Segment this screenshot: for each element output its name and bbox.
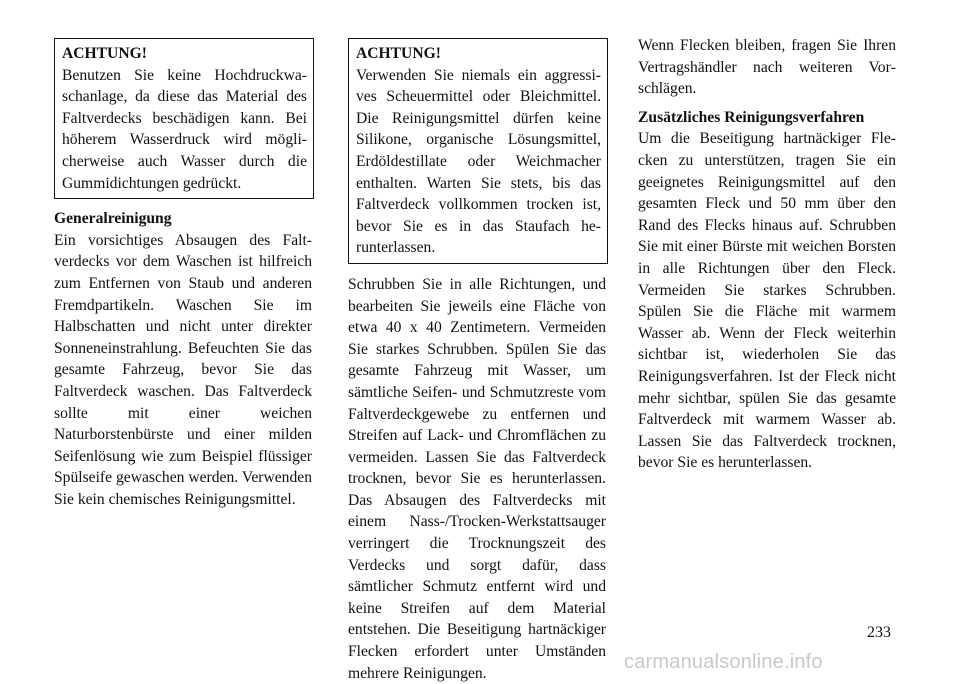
- warning-box-pressure-washer: [54, 38, 314, 199]
- paragraph-scrubbing: Schrubben Sie in alle Richtungen, und bearbeiten Sie jeweils eine Fläche von etwa 40 x 40 Zentimetern. Vermeiden Sie starkes Schrubben. Spülen Sie das gesamte Fahrzeug mit Wasser, um sämtliche Seifen- und Schmutzreste vom Faltverdeckgewebe zu entfernen und Streifen auf Lack- und Chromflächen zu vermeiden. Lassen Sie das Faltverdeck trocknen, bevor Sie es herunterlassen. Das Absaugen des Faltverdecks mit einem Nass-/Trocken-Werkstattsauger verringert die Trocknungszeit des Verdecks und sorgt dafür, dass sämtlicher Schmutz entfernt wird und keine Streifen auf dem Material entstehen. Die Beseitigung hartnäckiger Flecken erfordert unter Umständen mehrere Reinigungen.: [348, 275, 606, 682]
- page-number: 233: [867, 624, 891, 641]
- watermark: carmanualsonline.info: [624, 651, 823, 673]
- warning-title: ACHTUNG!: [62, 45, 147, 62]
- warning-text: Benutzen Sie keine Hochdruckwaschanlage, da diese das Material des Faltverdecks beschädigen kann. Bei höherem Wasserdruck wird möglicherweise auch Wasser durch die Gummidichtungen gedrückt.: [62, 66, 307, 192]
- section-heading-additional-cleaning: Zusätzliches Reinigungsverfahren: [638, 108, 865, 126]
- column-3: [638, 35, 896, 474]
- warning-title: ACHTUNG!: [356, 45, 441, 62]
- column-2: [348, 38, 606, 684]
- column-1: [54, 38, 312, 510]
- paragraph-continued: Wenn Flecken bleiben, fragen Sie Ihren Vertragshändler nach weiteren Vorschlägen.: [638, 37, 896, 98]
- paragraph-general-cleaning: Ein vorsichtiges Absaugen des Faltverdecks vor dem Waschen ist hilfreich zum Entfernen von Staub und anderen Fremdpartikeln. Waschen Sie im Halbschatten und nicht unter direkter Sonneneinstrahlung. Befeuchten Sie das gesamte Fahrzeug, bevor Sie das Faltverdeck waschen. Das Faltverdeck sollte mit einer weichen Naturborstenbürste und einer milden Seifenlösung wie zum Beispiel flüssiger Spülseife gewaschen werden. Verwenden Sie kein chemisches Reinigungsmittel.: [54, 231, 312, 508]
- warning-box-cleaning-agents: [348, 38, 608, 264]
- paragraph-additional-cleaning: Um die Beseitigung hartnäckiger Flecken zu unterstützen, tragen Sie ein geeignetes Reinigungsmittel auf den gesamten Fleck und 50 mm über den Rand des Flecks hinaus auf. Schrubben Sie mit einer Bürste mit weichen Borsten in alle Richtungen über den Fleck. Vermeiden Sie starkes Schrubben. Spülen Sie die Fläche mit warmem Wasser ab. Wenn der Fleck weiterhin sichtbar ist, wiederholen Sie das Reinigungsverfahren. Ist der Fleck nicht mehr sichtbar, spülen Sie das gesamte Faltverdeck mit warmem Wasser ab. Lassen Sie das Faltverdeck trocknen, bevor Sie es herunterlassen.: [638, 130, 896, 472]
- warning-text: Verwenden Sie niemals ein aggressives Scheuermittel oder Bleichmittel. Die Reinigungsmittel dürfen keine Silikone, organische Lösungsmittel, Erdöldestillate oder Weichmacher enthalten. Warten Sie stets, bis das Faltverdeck vollkommen trocken ist, bevor Sie es in das Staufach herunterlassen.: [356, 66, 601, 257]
- section-heading-general-cleaning: Generalreinigung: [54, 210, 172, 228]
